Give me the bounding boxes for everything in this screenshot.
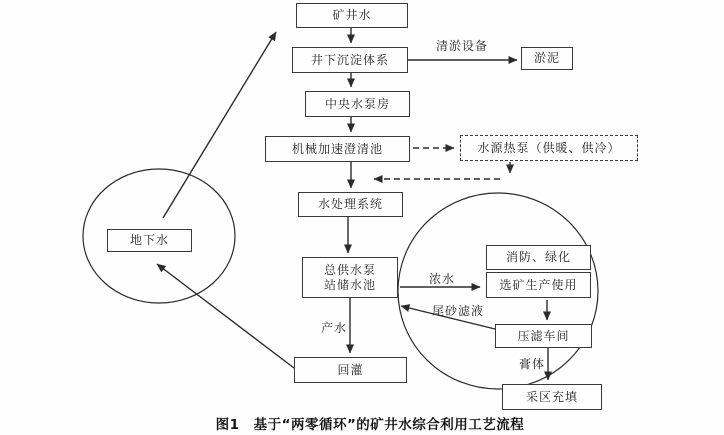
node-water-treatment-system: 水处理系统 (298, 192, 403, 217)
figure-caption: 图1 基于“两零循环”的矿井水综合利用工艺流程 (215, 417, 525, 433)
node-underground-sedimentation: 井下沉淀体系 (292, 47, 408, 73)
node-groundwater: 地下水 (107, 229, 192, 252)
node-sludge: 淤泥 (521, 47, 573, 70)
node-ore-dressing-use: 选矿生产使用 (486, 272, 591, 298)
supply-pump-line1: 总供水泵 (323, 262, 376, 277)
node-water-source-heat-pump: 水源热泵（供暖、供冷） (460, 135, 638, 161)
node-central-pump-house: 中央水泵房 (305, 91, 410, 117)
node-stope-filling: 采区充填 (502, 384, 602, 410)
node-supply-pump-storage-pool (302, 257, 398, 298)
node-reinjection: 回灌 (294, 357, 407, 383)
arrow-groundwater-to-minewater (163, 32, 276, 218)
node-filter-press-workshop: 压滤车间 (495, 324, 592, 348)
label-paste: 膏体 (519, 357, 546, 371)
label-product-water: 产水 (321, 321, 348, 335)
node-fire-greening: 消防、绿化 (486, 245, 591, 270)
node-mechanical-clarifier: 机械加速澄清池 (265, 136, 410, 162)
label-dredging-equipment: 清淤设备 (436, 39, 489, 53)
node-mine-water: 矿井水 (296, 3, 408, 28)
arrow-reinjection-to-groundwater (157, 264, 294, 368)
supply-pump-line2: 站储水池 (323, 277, 376, 292)
label-concentrated-water: 浓水 (429, 272, 456, 286)
label-tailings-filtrate: 尾砂滤液 (432, 304, 485, 318)
